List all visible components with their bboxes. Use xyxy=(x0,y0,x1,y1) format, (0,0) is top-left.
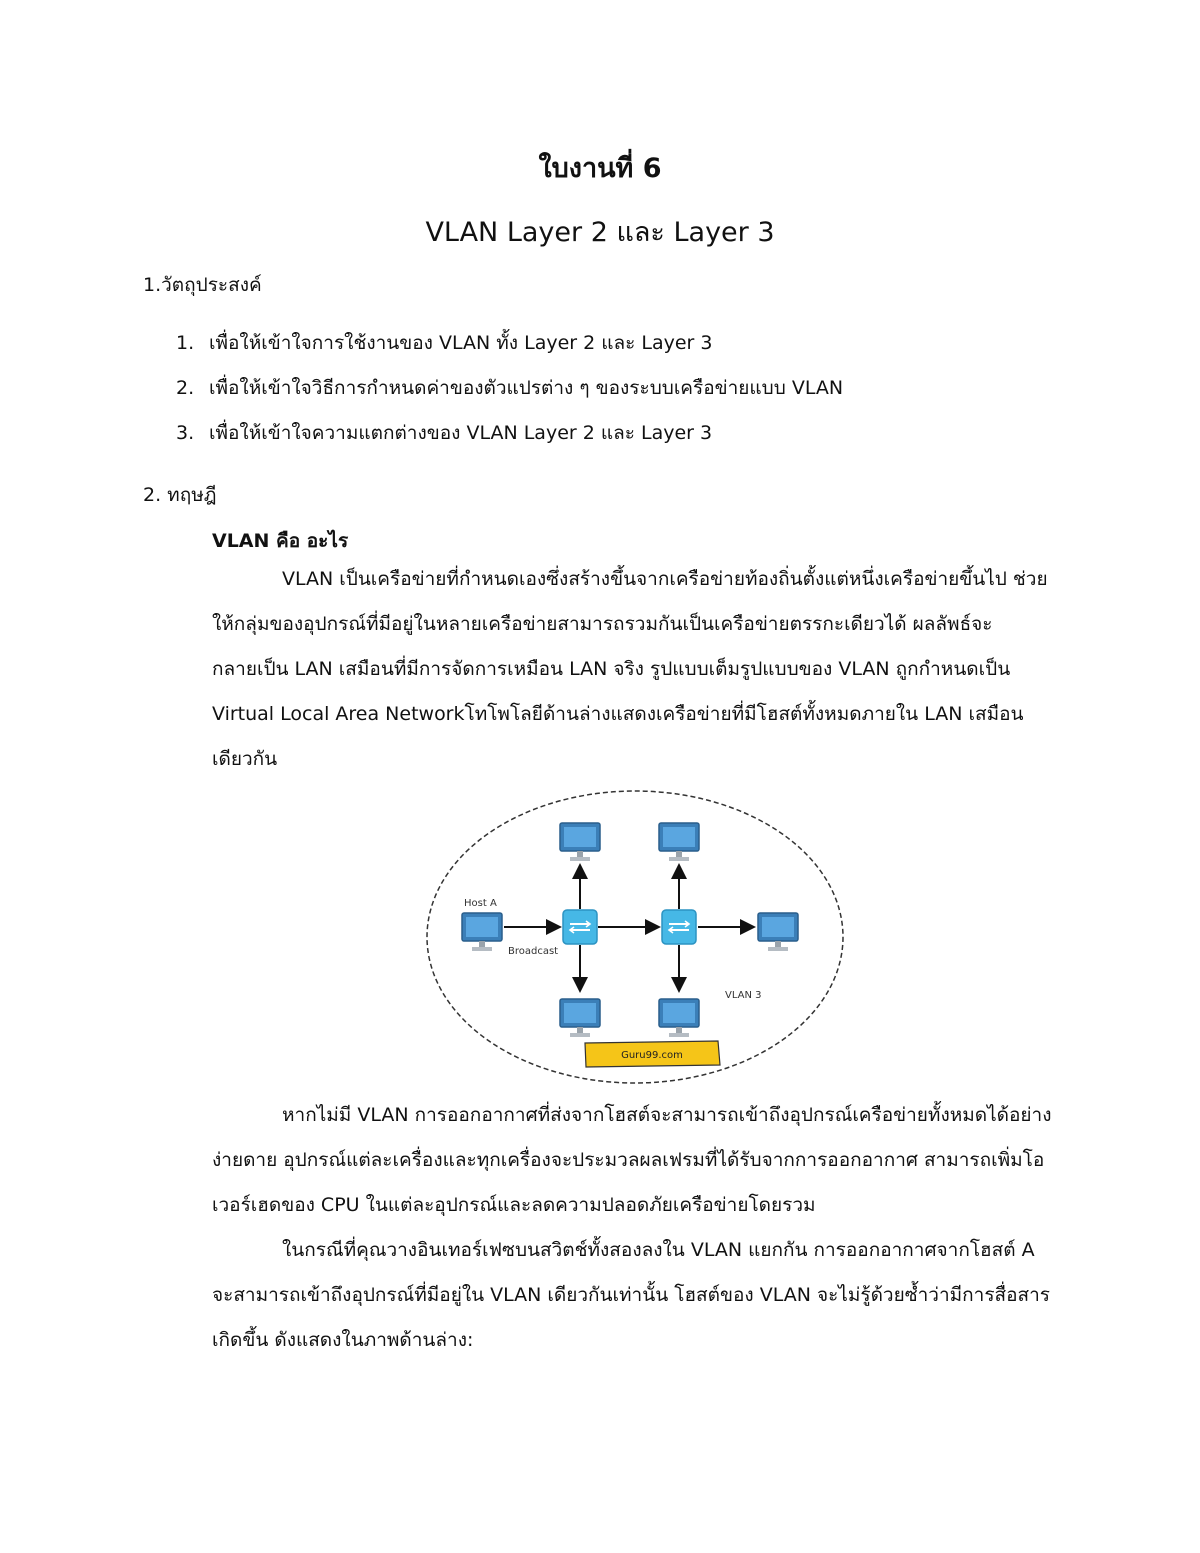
separate-vlan-paragraph: ในกรณีที่คุณวางอินเทอร์เฟซบนสวิตช์ทั้งสองลงใน VLAN แยกกัน การออกอากาศจากโฮสต์ A จะสามารถเข้าถึงอุปกรณ์ที่มีอยู่ใน VLAN เดียวกันเท่านั้น โฮสต์ของ VLAN จะไม่รู้ด้วยซ้ำว่ามีการสื่อสาร เกิดขึ้น ดังแสดงในภาพด้านล่าง: xyxy=(212,1239,1051,1351)
computer-icon xyxy=(560,999,600,1037)
objective-item: 3. เพื่อให้เข้าใจความแตกต่างของ VLAN Layer 2 และ Layer 3 xyxy=(176,422,713,444)
computer-icon xyxy=(659,823,699,861)
objectives-heading: 1.วัตถุประสงค์ xyxy=(143,274,262,296)
switch-icon xyxy=(662,910,696,944)
guru99-badge-text: Guru99.com xyxy=(621,1050,683,1061)
broadcast-label: Broadcast xyxy=(508,946,559,957)
vlan-label: VLAN 3 xyxy=(725,990,762,1001)
vlan-topology-diagram xyxy=(420,785,850,1095)
computer-icon xyxy=(659,999,699,1037)
objectives-list xyxy=(176,332,843,467)
worksheet-subtitle: VLAN Layer 2 และ Layer 3 xyxy=(425,217,775,248)
host-a-computer-icon xyxy=(462,913,502,951)
objective-item: 2. เพื่อให้เข้าใจวิธีการกำหนดค่าของตัวแปรต่าง ๆ ของระบบเครือข่ายแบบ VLAN xyxy=(176,377,844,399)
theory-heading: 2. ทฤษฎี xyxy=(143,484,217,506)
objective-item: 1. เพื่อให้เข้าใจการใช้งานของ VLAN ทั้ง Layer 2 และ Layer 3 xyxy=(176,332,713,354)
host-a-label: Host A xyxy=(464,898,497,909)
vlan-definition-heading: VLAN คือ อะไร xyxy=(212,530,349,552)
vlan-definition-paragraph: VLAN เป็นเครือข่ายที่กำหนดเองซึ่งสร้างขึ้นจากเครือข่ายท้องถิ่นตั้งแต่หนึ่งเครือข่ายขึ้นไป ช่วย ให้กลุ่มของอุปกรณ์ที่มีอยู่ในหลายเครือข่ายสามารถรวมกันเป็นเครือข่ายตรรกะเดียวได้ ผลลัพธ์จะ กลายเป็น LAN เสมือนที่มีการจัดการเหมือน LAN จริง รูปแบบเต็มรูปแบบของ VLAN ถูกกำหนดเป็น Virtual Local Area Networkโทโพโลยีด้านล่างแสดงเครือข่ายที่มีโฮสต์ทั้งหมดภายใน LAN เสมือน เดียวกัน xyxy=(212,568,1048,770)
computer-icon xyxy=(560,823,600,861)
broadcast-paragraph: หากไม่มี VLAN การออกอากาศที่ส่งจากโฮสต์จะสามารถเข้าถึงอุปกรณ์เครือข่ายทั้งหมดได้อย่าง ง่ายดาย อุปกรณ์แต่ละเครื่องและทุกเครื่องจะประมวลผลเฟรมที่ได้รับจากการออกอากาศ สามารถเพิ่มโอ เวอร์เฮดของ CPU ในแต่ละอุปกรณ์และลดความปลอดภัยเครือข่ายโดยรวม xyxy=(212,1104,1052,1216)
worksheet-title: ใบงานที่ 6 xyxy=(538,153,662,184)
computer-icon xyxy=(758,913,798,951)
switch-icon xyxy=(563,910,597,944)
